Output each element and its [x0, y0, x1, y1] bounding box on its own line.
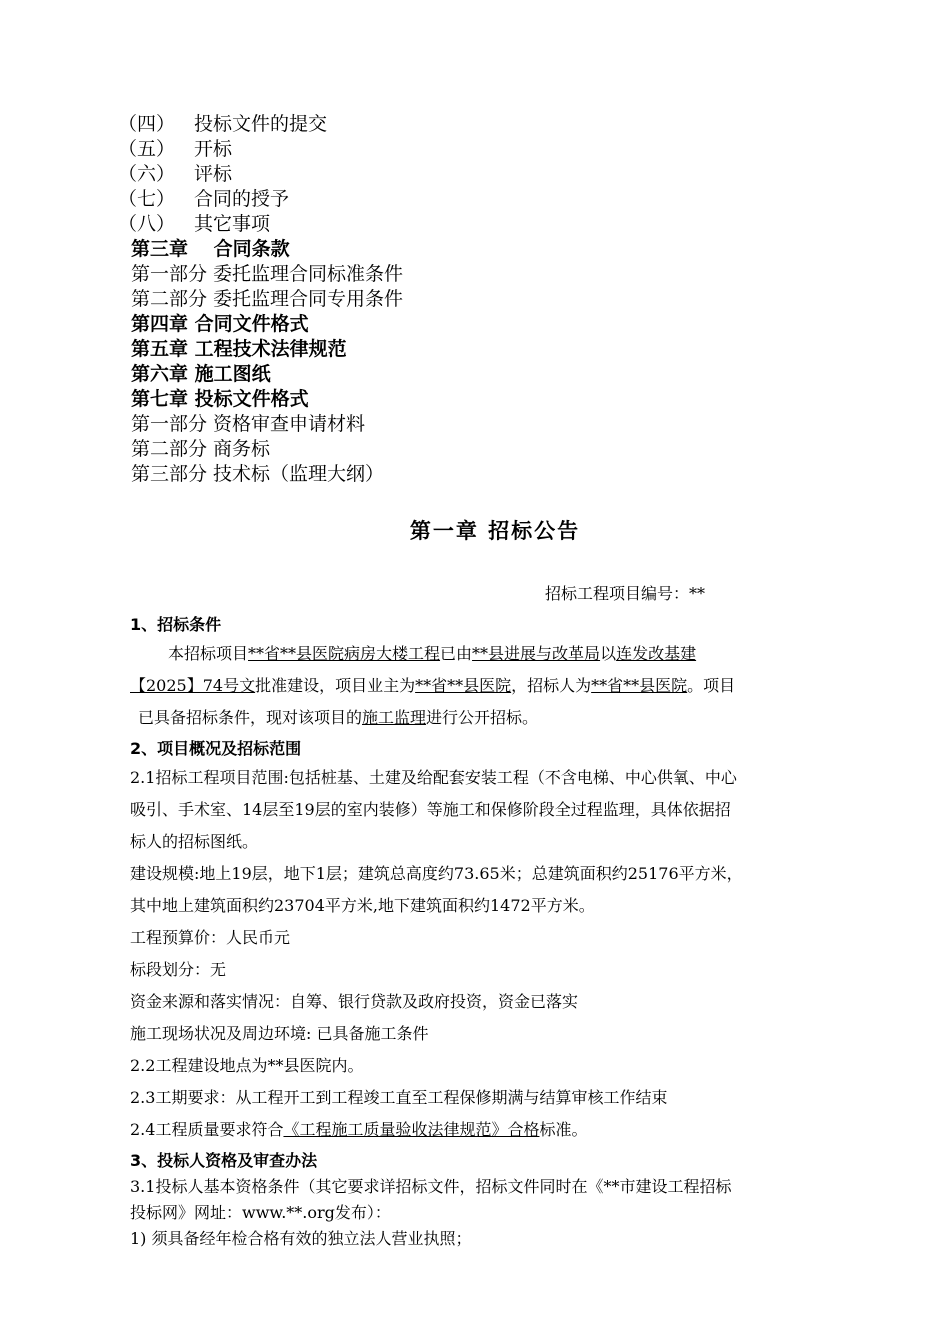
- paragraph: 资金来源和落实情况：自筹、银行贷款及政府投资，资金已落实: [130, 992, 579, 1011]
- chapter-title: 第一章 招标公告: [409, 518, 581, 543]
- toc-chapter-6[interactable]: 第六章 施工图纸: [131, 363, 271, 385]
- toc-chapter-5[interactable]: 第五章 工程技术法律规范: [131, 338, 347, 360]
- toc-item[interactable]: （四） 投标文件的提交: [118, 113, 328, 135]
- toc-chapter-4[interactable]: 第四章 合同文件格式: [131, 313, 309, 335]
- paragraph: 标人的招标图纸。: [130, 832, 259, 851]
- paragraph: 标段划分：无: [130, 960, 227, 979]
- toc-part[interactable]: 第三部分 技术标（监理大纲）: [131, 463, 385, 485]
- section-heading: 1、招标条件: [130, 615, 222, 634]
- paragraph: 建设规模:地上19层，地下1层；建筑总高度约73.65米；总建筑面积约25176平方米，: [130, 864, 743, 883]
- table-of-contents: [118, 112, 818, 487]
- toc-part[interactable]: 第二部分 商务标: [131, 438, 271, 460]
- paragraph: 2.1招标工程项目范围:包括桩基、土建及给配套安装工程（不含电梯、中心供氧、中心: [130, 768, 737, 787]
- toc-item[interactable]: （七） 合同的授予: [118, 188, 290, 210]
- toc-item[interactable]: （五） 开标: [118, 138, 233, 160]
- toc-chapter-3[interactable]: 第三章 合同条款: [131, 238, 290, 260]
- paragraph: 1) 须具备经年检合格有效的独立法人营业执照；: [130, 1229, 472, 1248]
- paragraph: 3.1投标人基本资格条件（其它要求详招标文件，招标文件同时在《**市建设工程招标: [130, 1177, 732, 1196]
- toc-part[interactable]: 第二部分 委托监理合同专用条件: [131, 288, 404, 310]
- paragraph: 吸引、手术室、14层至19层的室内装修）等施工和保修阶段全过程监理，具体依据招: [130, 800, 731, 819]
- paragraph: 其中地上建筑面积约23704平方米,地下建筑面积约1472平方米。: [130, 896, 595, 915]
- paragraph: 本招标项目**省**县医院病房大楼工程已由**县进展与改革局以连发改基建: [168, 644, 697, 663]
- notice-body: [130, 612, 870, 1252]
- toc-part[interactable]: 第一部分 资格审查申请材料: [131, 413, 366, 435]
- paragraph: 【2025】74号文批准建设，项目业主为**省**县医院，招标人为**省**县医院。项目: [130, 676, 736, 695]
- paragraph: 2.3工期要求：从工程开工到工程竣工直至工程保修期满与结算审核工作结束: [130, 1088, 668, 1107]
- paragraph: 施工现场状况及周边环境: 已具备施工条件: [130, 1024, 429, 1043]
- toc-part[interactable]: 第一部分 委托监理合同标准条件: [131, 263, 404, 285]
- paragraph: 2.2工程建设地点为**县医院内。: [130, 1056, 364, 1075]
- project-number: 招标工程项目编号：**: [545, 584, 706, 603]
- toc-item[interactable]: （六） 评标: [118, 163, 233, 185]
- section-heading: 3、投标人资格及审查办法: [130, 1151, 318, 1170]
- paragraph: 投标网》网址：www.**.org发布）：: [130, 1203, 391, 1222]
- paragraph: 已具备招标条件，现对该项目的施工监理进行公开招标。: [138, 708, 539, 727]
- paragraph: 工程预算价：人民币元: [130, 928, 291, 947]
- toc-item[interactable]: （八） 其它事项: [118, 213, 271, 235]
- toc-chapter-7[interactable]: 第七章 投标文件格式: [131, 388, 309, 410]
- section-heading: 2、项目概况及招标范围: [130, 739, 302, 758]
- paragraph: 2.4工程质量要求符合《工程施工质量验收法律规范》合格标准。: [130, 1120, 588, 1139]
